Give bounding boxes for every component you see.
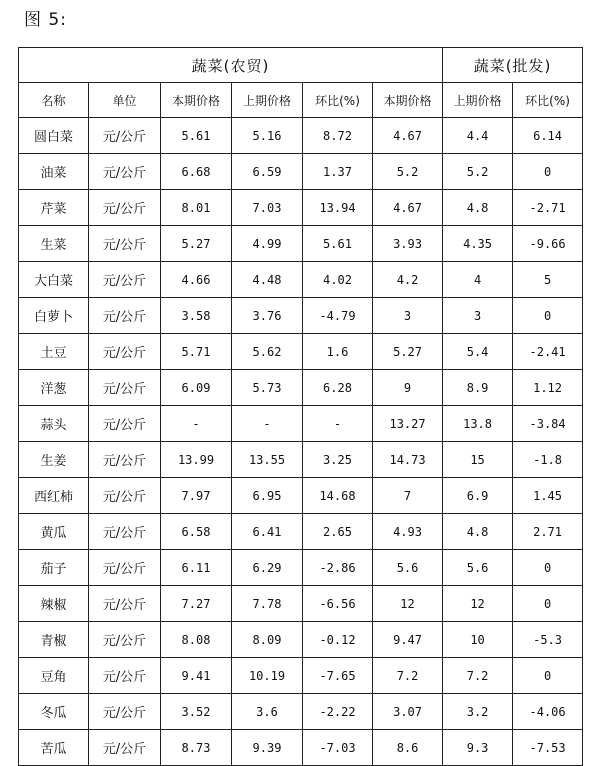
cell-unit: 元/公斤 [89, 658, 161, 694]
cell-unit: 元/公斤 [89, 478, 161, 514]
table-row [19, 442, 583, 478]
cell-retail-previous: 3.6 [232, 694, 303, 730]
cell-wholesale-change: -5.3 [513, 622, 583, 658]
cell-name: 辣椒 [19, 586, 89, 622]
cell-retail-current: 13.99 [161, 442, 232, 478]
cell-wholesale-current: 8.6 [373, 730, 443, 766]
cell-retail-previous: 3.76 [232, 298, 303, 334]
cell-wholesale-previous: 4.8 [443, 190, 513, 226]
cell-retail-current: 5.61 [161, 118, 232, 154]
cell-retail-change: 13.94 [303, 190, 373, 226]
cell-retail-previous: 4.99 [232, 226, 303, 262]
cell-unit: 元/公斤 [89, 550, 161, 586]
cell-retail-change: 4.02 [303, 262, 373, 298]
cell-retail-previous: 5.16 [232, 118, 303, 154]
cell-retail-previous: 10.19 [232, 658, 303, 694]
cell-retail-previous: 13.55 [232, 442, 303, 478]
cell-unit: 元/公斤 [89, 370, 161, 406]
cell-wholesale-previous: 4.8 [443, 514, 513, 550]
cell-name: 生姜 [19, 442, 89, 478]
cell-retail-change: - [303, 406, 373, 442]
cell-wholesale-change: 0 [513, 658, 583, 694]
cell-wholesale-previous: 5.2 [443, 154, 513, 190]
cell-wholesale-current: 5.2 [373, 154, 443, 190]
figure-title: 图 5: [24, 10, 67, 30]
cell-name: 蒜头 [19, 406, 89, 442]
cell-name: 圆白菜 [19, 118, 89, 154]
cell-wholesale-current: 7 [373, 478, 443, 514]
cell-retail-change: -7.65 [303, 658, 373, 694]
cell-name: 芹菜 [19, 190, 89, 226]
cell-wholesale-change: 0 [513, 586, 583, 622]
header-wholesale-current: 本期价格 [373, 83, 443, 118]
cell-retail-current: - [161, 406, 232, 442]
cell-wholesale-previous: 3 [443, 298, 513, 334]
header-wholesale-previous: 上期价格 [443, 83, 513, 118]
table-body [19, 48, 583, 766]
cell-retail-current: 6.58 [161, 514, 232, 550]
cell-wholesale-change: 5 [513, 262, 583, 298]
table-row [19, 658, 583, 694]
cell-name: 茄子 [19, 550, 89, 586]
cell-retail-current: 5.27 [161, 226, 232, 262]
table-row [19, 370, 583, 406]
cell-wholesale-current: 3.93 [373, 226, 443, 262]
cell-retail-current: 6.11 [161, 550, 232, 586]
cell-retail-change: 3.25 [303, 442, 373, 478]
cell-retail-change: 1.37 [303, 154, 373, 190]
cell-name: 苦瓜 [19, 730, 89, 766]
header-unit: 单位 [89, 83, 161, 118]
cell-wholesale-change: -4.06 [513, 694, 583, 730]
cell-name: 生菜 [19, 226, 89, 262]
cell-unit: 元/公斤 [89, 262, 161, 298]
cell-name: 豆角 [19, 658, 89, 694]
cell-retail-change: -6.56 [303, 586, 373, 622]
vegetable-price-table [18, 47, 583, 766]
cell-retail-current: 7.97 [161, 478, 232, 514]
table-row [19, 694, 583, 730]
cell-retail-change: -2.22 [303, 694, 373, 730]
table-row [19, 406, 583, 442]
cell-wholesale-change: -1.8 [513, 442, 583, 478]
cell-retail-current: 6.09 [161, 370, 232, 406]
cell-wholesale-change: 2.71 [513, 514, 583, 550]
column-header-row [19, 83, 583, 118]
cell-name: 土豆 [19, 334, 89, 370]
table-row [19, 154, 583, 190]
cell-retail-previous: 4.48 [232, 262, 303, 298]
cell-retail-previous: 9.39 [232, 730, 303, 766]
cell-retail-change: 1.6 [303, 334, 373, 370]
cell-wholesale-change: 0 [513, 550, 583, 586]
cell-retail-current: 8.08 [161, 622, 232, 658]
cell-wholesale-change: -3.84 [513, 406, 583, 442]
cell-retail-change: 6.28 [303, 370, 373, 406]
cell-wholesale-previous: 3.2 [443, 694, 513, 730]
cell-retail-change: 8.72 [303, 118, 373, 154]
cell-wholesale-previous: 4.4 [443, 118, 513, 154]
cell-wholesale-current: 4.93 [373, 514, 443, 550]
cell-unit: 元/公斤 [89, 226, 161, 262]
table-row [19, 334, 583, 370]
cell-wholesale-current: 9 [373, 370, 443, 406]
table-row [19, 190, 583, 226]
table-row [19, 586, 583, 622]
table-row [19, 622, 583, 658]
cell-wholesale-previous: 4.35 [443, 226, 513, 262]
cell-unit: 元/公斤 [89, 586, 161, 622]
group-header-row [19, 48, 583, 83]
header-wholesale-change: 环比(%) [513, 83, 583, 118]
cell-wholesale-previous: 12 [443, 586, 513, 622]
cell-name: 油菜 [19, 154, 89, 190]
cell-retail-previous: 6.41 [232, 514, 303, 550]
cell-wholesale-previous: 6.9 [443, 478, 513, 514]
cell-unit: 元/公斤 [89, 406, 161, 442]
cell-wholesale-change: -7.53 [513, 730, 583, 766]
header-retail-current: 本期价格 [161, 83, 232, 118]
cell-name: 冬瓜 [19, 694, 89, 730]
cell-unit: 元/公斤 [89, 694, 161, 730]
cell-retail-previous: 5.73 [232, 370, 303, 406]
cell-retail-current: 8.01 [161, 190, 232, 226]
cell-unit: 元/公斤 [89, 622, 161, 658]
cell-name: 白萝卜 [19, 298, 89, 334]
cell-retail-change: 14.68 [303, 478, 373, 514]
cell-wholesale-current: 5.6 [373, 550, 443, 586]
cell-wholesale-current: 3.07 [373, 694, 443, 730]
cell-retail-previous: 6.59 [232, 154, 303, 190]
group-header-retail: 蔬菜(农贸) [19, 48, 443, 83]
cell-unit: 元/公斤 [89, 442, 161, 478]
cell-name: 大白菜 [19, 262, 89, 298]
cell-wholesale-previous: 5.6 [443, 550, 513, 586]
table-row [19, 262, 583, 298]
cell-retail-previous: 7.03 [232, 190, 303, 226]
cell-wholesale-current: 4.67 [373, 190, 443, 226]
cell-retail-change: 5.61 [303, 226, 373, 262]
header-retail-change: 环比(%) [303, 83, 373, 118]
cell-wholesale-change: 0 [513, 154, 583, 190]
cell-retail-current: 4.66 [161, 262, 232, 298]
cell-retail-previous: 6.95 [232, 478, 303, 514]
cell-retail-current: 8.73 [161, 730, 232, 766]
cell-retail-current: 3.52 [161, 694, 232, 730]
cell-name: 青椒 [19, 622, 89, 658]
group-header-wholesale: 蔬菜(批发) [443, 48, 583, 83]
cell-unit: 元/公斤 [89, 118, 161, 154]
cell-retail-current: 3.58 [161, 298, 232, 334]
cell-retail-change: -4.79 [303, 298, 373, 334]
header-name: 名称 [19, 83, 89, 118]
cell-retail-change: -2.86 [303, 550, 373, 586]
cell-retail-previous: 5.62 [232, 334, 303, 370]
cell-wholesale-current: 5.27 [373, 334, 443, 370]
cell-retail-previous: 6.29 [232, 550, 303, 586]
cell-name: 西红柿 [19, 478, 89, 514]
table-row [19, 514, 583, 550]
cell-wholesale-current: 14.73 [373, 442, 443, 478]
cell-wholesale-change: 1.45 [513, 478, 583, 514]
table-row [19, 298, 583, 334]
cell-retail-current: 5.71 [161, 334, 232, 370]
cell-wholesale-previous: 7.2 [443, 658, 513, 694]
cell-wholesale-change: -9.66 [513, 226, 583, 262]
cell-wholesale-previous: 4 [443, 262, 513, 298]
cell-wholesale-current: 4.2 [373, 262, 443, 298]
cell-unit: 元/公斤 [89, 514, 161, 550]
cell-retail-change: 2.65 [303, 514, 373, 550]
cell-unit: 元/公斤 [89, 154, 161, 190]
header-retail-previous: 上期价格 [232, 83, 303, 118]
cell-wholesale-current: 13.27 [373, 406, 443, 442]
cell-wholesale-current: 7.2 [373, 658, 443, 694]
cell-wholesale-previous: 10 [443, 622, 513, 658]
cell-wholesale-current: 12 [373, 586, 443, 622]
cell-wholesale-change: 1.12 [513, 370, 583, 406]
cell-wholesale-current: 4.67 [373, 118, 443, 154]
cell-name: 黄瓜 [19, 514, 89, 550]
table-row [19, 118, 583, 154]
cell-wholesale-current: 9.47 [373, 622, 443, 658]
table-row [19, 550, 583, 586]
cell-unit: 元/公斤 [89, 298, 161, 334]
cell-retail-previous: - [232, 406, 303, 442]
cell-wholesale-change: 0 [513, 298, 583, 334]
cell-wholesale-previous: 15 [443, 442, 513, 478]
cell-unit: 元/公斤 [89, 190, 161, 226]
cell-wholesale-previous: 13.8 [443, 406, 513, 442]
cell-retail-current: 7.27 [161, 586, 232, 622]
cell-wholesale-previous: 8.9 [443, 370, 513, 406]
cell-wholesale-previous: 9.3 [443, 730, 513, 766]
cell-unit: 元/公斤 [89, 334, 161, 370]
cell-wholesale-previous: 5.4 [443, 334, 513, 370]
table-row [19, 730, 583, 766]
cell-wholesale-change: 6.14 [513, 118, 583, 154]
cell-retail-change: -0.12 [303, 622, 373, 658]
cell-retail-previous: 7.78 [232, 586, 303, 622]
table-row [19, 478, 583, 514]
cell-retail-previous: 8.09 [232, 622, 303, 658]
cell-retail-current: 9.41 [161, 658, 232, 694]
table-row [19, 226, 583, 262]
cell-name: 洋葱 [19, 370, 89, 406]
cell-wholesale-current: 3 [373, 298, 443, 334]
cell-wholesale-change: -2.71 [513, 190, 583, 226]
cell-unit: 元/公斤 [89, 730, 161, 766]
cell-wholesale-change: -2.41 [513, 334, 583, 370]
cell-retail-current: 6.68 [161, 154, 232, 190]
cell-retail-change: -7.03 [303, 730, 373, 766]
